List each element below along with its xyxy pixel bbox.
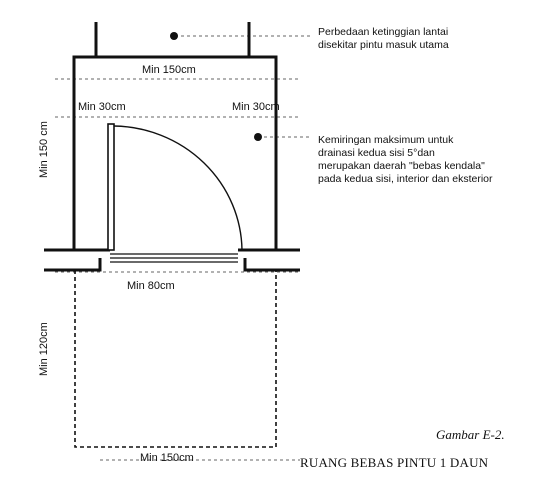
note-slope-line-3: merupakan daerah "bebas kendala" xyxy=(318,160,485,172)
exterior-clear-zone xyxy=(75,270,276,447)
figure-title: RUANG BEBAS PINTU 1 DAUN xyxy=(300,455,489,470)
label-bottom-width: Min 150cm xyxy=(140,452,194,464)
threshold xyxy=(110,254,238,262)
note-level-difference-line-1: Perbedaan ketinggian lantai xyxy=(318,26,449,38)
label-right-clearance: Min 30cm xyxy=(232,101,280,113)
note-slope xyxy=(318,134,493,186)
note-slope-line-4: pada kedua sisi, interior dan eksterior xyxy=(318,173,493,185)
label-outer-depth: Min 120cm xyxy=(38,322,50,376)
label-door-width: Min 80cm xyxy=(127,280,175,292)
bullet-slope xyxy=(254,133,262,141)
figure-number: Gambar E-2. xyxy=(436,427,505,442)
label-left-clearance: Min 30cm xyxy=(78,101,126,113)
wall xyxy=(44,250,300,270)
note-slope-line-1: Kemiringan maksimum untuk xyxy=(318,134,454,146)
guide-lines xyxy=(55,36,312,460)
note-slope-line-2: drainasi kedua sisi 5°dan xyxy=(318,147,435,159)
label-inner-depth: Min 150 cm xyxy=(38,121,50,178)
note-level-difference xyxy=(318,26,449,52)
door-leaf xyxy=(108,124,114,250)
door-swing-arc xyxy=(114,126,242,250)
interior-zone-outline xyxy=(74,22,276,249)
interior-zone-walls xyxy=(74,57,276,249)
bullet-level-difference xyxy=(170,32,178,40)
label-top-width: Min 150cm xyxy=(142,64,196,76)
wall-bottom-left xyxy=(44,258,100,270)
note-level-difference-line-2: disekitar pintu masuk utama xyxy=(318,39,449,51)
wall-bottom-right xyxy=(245,258,300,270)
